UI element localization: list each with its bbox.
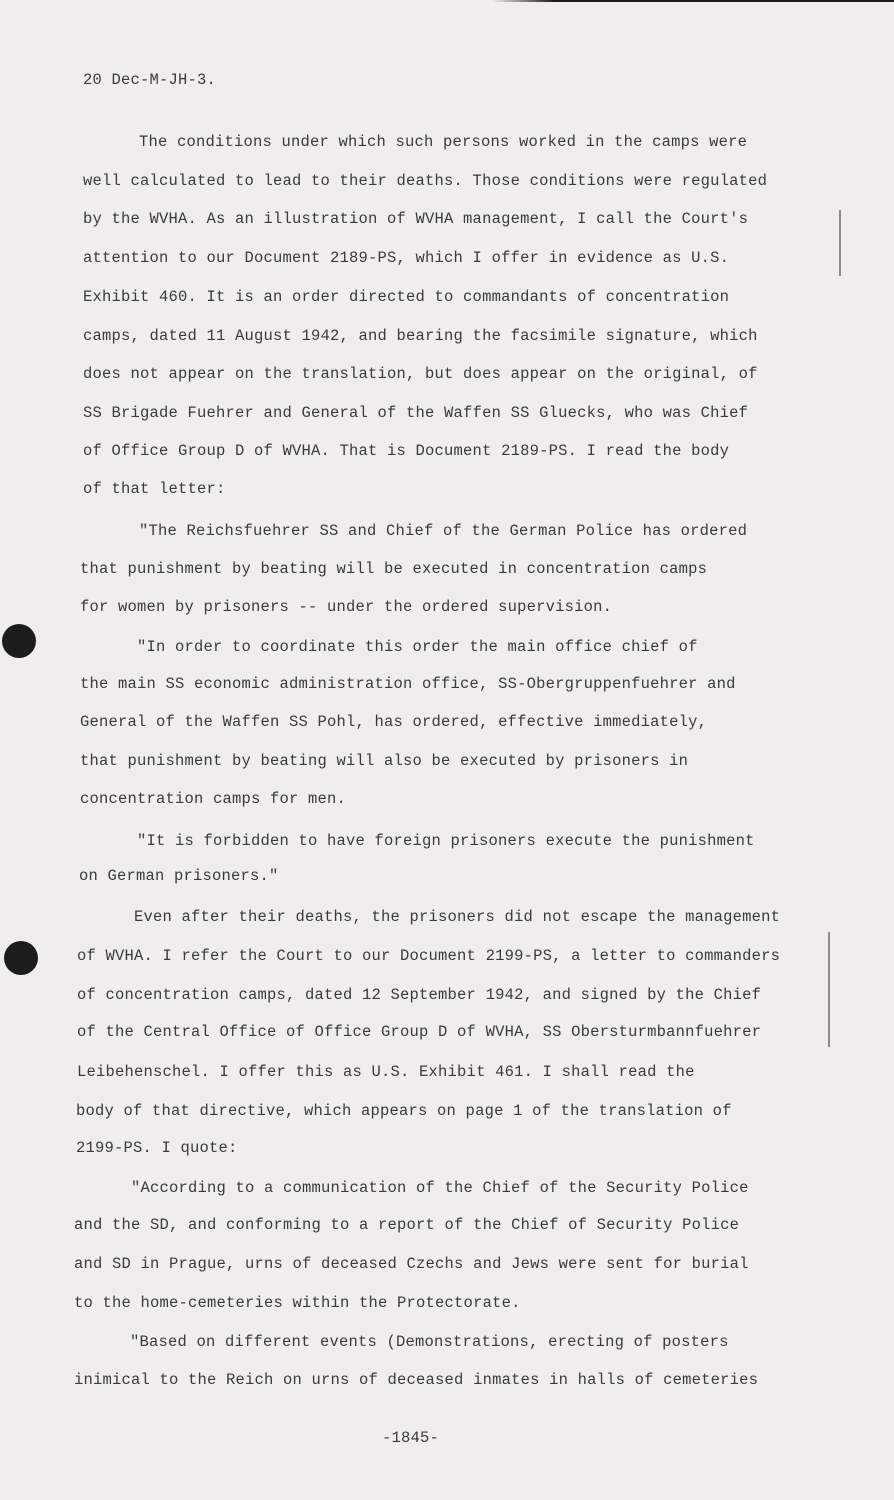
text-line: of that letter:: [83, 480, 226, 498]
quote-line: that punishment by beating will also be executed by prisoners in: [80, 752, 689, 770]
quote-line: and SD in Prague, urns of deceased Czechs and Jews were sent for burial: [74, 1255, 749, 1273]
text-line: Leibehenschel. I offer this as U.S. Exhibit 461. I shall read the: [77, 1063, 695, 1081]
page-header: 20 Dec-M-JH-3.: [83, 71, 217, 89]
quote-line: inimical to the Reich on urns of deceased inmates in halls of cemeteries: [74, 1371, 759, 1389]
quote-line: "In order to coordinate this order the main office chief of: [137, 638, 698, 656]
text-line: of the Central Office of Office Group D of WVHA, SS Obersturmbannfuehrer: [77, 1023, 762, 1041]
page-number: -1845-: [382, 1429, 440, 1447]
text-line: body of that directive, which appears on page 1 of the translation of: [76, 1102, 732, 1120]
quote-line: for women by prisoners -- under the ordered supervision.: [80, 598, 613, 616]
quote-line: on German prisoners.": [79, 867, 279, 885]
text-line: 2199-PS. I quote:: [76, 1139, 238, 1157]
text-line: by the WVHA. As an illustration of WVHA management, I call the Court's: [83, 210, 749, 228]
quote-line: to the home-cemeteries within the Protectorate.: [74, 1294, 521, 1312]
quote-line: concentration camps for men.: [80, 790, 347, 808]
text-line: of WVHA. I refer the Court to our Document 2199-PS, a letter to commanders: [77, 947, 781, 965]
text-line: does not appear on the translation, but does appear on the original, of: [83, 365, 758, 383]
punch-hole: [2, 624, 36, 658]
text-line: well calculated to lead to their deaths. Those conditions were regulated: [83, 172, 768, 190]
text-line: Even after their deaths, the prisoners did not escape the management: [134, 908, 781, 926]
text-line: of concentration camps, dated 12 September 1942, and signed by the Chief: [77, 986, 762, 1004]
text-line: SS Brigade Fuehrer and General of the Waffen SS Gluecks, who was Chief: [83, 404, 749, 422]
text-line: camps, dated 11 August 1942, and bearing the facsimile signature, which: [83, 327, 758, 345]
quote-line: "According to a communication of the Chief of the Security Police: [131, 1179, 749, 1197]
quote-line: "Based on different events (Demonstrations, erecting of posters: [130, 1333, 729, 1351]
quote-line: and the SD, and conforming to a report of the Chief of Security Police: [74, 1216, 740, 1234]
quote-line: General of the Waffen SS Pohl, has ordered, effective immediately,: [80, 713, 708, 731]
punch-hole: [4, 941, 38, 975]
quote-line: "It is forbidden to have foreign prisoners execute the punishment: [137, 832, 755, 850]
text-line: of Office Group D of WVHA. That is Document 2189-PS. I read the body: [83, 442, 730, 460]
quote-line: that punishment by beating will be executed in concentration camps: [80, 560, 708, 578]
text-line: attention to our Document 2189-PS, which I offer in evidence as U.S.: [83, 249, 730, 267]
quote-line: the main SS economic administration office, SS-Obergruppenfuehrer and: [80, 675, 736, 693]
margin-mark: [839, 210, 841, 276]
text-line: Exhibit 460. It is an order directed to commandants of concentration: [83, 288, 730, 306]
quote-line: "The Reichsfuehrer SS and Chief of the German Police has ordered: [139, 522, 748, 540]
margin-mark: [828, 932, 830, 1047]
text-line: The conditions under which such persons worked in the camps were: [139, 133, 748, 151]
